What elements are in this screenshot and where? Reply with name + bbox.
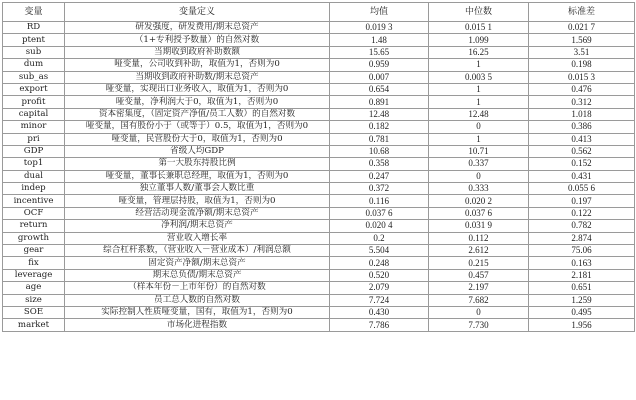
table-row <box>3 83 635 95</box>
header-variable: 变量 <box>3 3 65 22</box>
median-cell: 2.197 <box>429 282 529 294</box>
median-cell: 7.730 <box>429 319 529 331</box>
mean-cell: 0.007 <box>330 71 429 83</box>
variable-cell: growth <box>3 232 65 244</box>
definition-cell: 员工总人数的自然对数 <box>65 294 330 306</box>
variable-cell: RD <box>3 22 65 34</box>
table-row <box>3 282 635 294</box>
definition-cell: 第一大股东持股比例 <box>65 158 330 170</box>
std-cell: 2.874 <box>529 232 635 244</box>
table-row <box>3 306 635 318</box>
mean-cell: 5.504 <box>330 245 429 257</box>
variable-cell: leverage <box>3 269 65 281</box>
mean-cell: 10.68 <box>330 145 429 157</box>
mean-cell: 0.2 <box>330 232 429 244</box>
median-cell: 0.215 <box>429 257 529 269</box>
definition-cell: 省级人均GDP <box>65 145 330 157</box>
std-cell: 0.495 <box>529 306 635 318</box>
table-row <box>3 245 635 257</box>
variable-cell: minor <box>3 121 65 133</box>
std-cell: 0.651 <box>529 282 635 294</box>
definition-cell: 当期收到政府补助数额 <box>65 46 330 58</box>
median-cell: 0.337 <box>429 158 529 170</box>
variable-cell: gear <box>3 245 65 257</box>
definition-cell: 净利润/期末总资产 <box>65 220 330 232</box>
table-row <box>3 133 635 145</box>
table-row <box>3 22 635 34</box>
header-definition: 变量定义 <box>65 3 330 22</box>
definition-cell: 哑变量，管理层持股，取值为1，否则为0 <box>65 195 330 207</box>
median-cell: 16.25 <box>429 46 529 58</box>
definition-cell: 哑变量，公司收到补助，取值为1，否则为0 <box>65 59 330 71</box>
variable-cell: indep <box>3 183 65 195</box>
mean-cell: 0.891 <box>330 96 429 108</box>
variable-cell: ptent <box>3 34 65 46</box>
header-row <box>3 3 635 22</box>
median-cell: 1 <box>429 96 529 108</box>
variable-cell: sub <box>3 46 65 58</box>
std-cell: 0.782 <box>529 220 635 232</box>
std-cell: 2.181 <box>529 269 635 281</box>
mean-cell: 0.247 <box>330 170 429 182</box>
std-cell: 1.018 <box>529 108 635 120</box>
definition-cell: 期末总负债/期末总资产 <box>65 269 330 281</box>
std-cell: 0.055 6 <box>529 183 635 195</box>
median-cell: 0.457 <box>429 269 529 281</box>
table-row <box>3 145 635 157</box>
std-cell: 0.197 <box>529 195 635 207</box>
std-cell: 0.312 <box>529 96 635 108</box>
variable-cell: pri <box>3 133 65 145</box>
definition-cell: 研发强度，研发费用/期末总资产 <box>65 22 330 34</box>
mean-cell: 0.020 4 <box>330 220 429 232</box>
median-cell: 0.112 <box>429 232 529 244</box>
definition-cell: 资本密集度，（固定资产净值/员工人数）的自然对数 <box>65 108 330 120</box>
median-cell: 0.003 5 <box>429 71 529 83</box>
table-row <box>3 257 635 269</box>
std-cell: 1.569 <box>529 34 635 46</box>
header-std: 标准差 <box>529 3 635 22</box>
variable-cell: GDP <box>3 145 65 157</box>
variables-table <box>2 2 635 332</box>
median-cell: 0 <box>429 306 529 318</box>
definition-cell: 哑变量，国有股份小于（或等于）0.5，取值为1，否则为0 <box>65 121 330 133</box>
median-cell: 12.48 <box>429 108 529 120</box>
median-cell: 10.71 <box>429 145 529 157</box>
definition-cell: 哑变量，净利润大于0，取值为1，否则为0 <box>65 96 330 108</box>
table-row <box>3 158 635 170</box>
table-row <box>3 232 635 244</box>
table-row <box>3 195 635 207</box>
variable-cell: dum <box>3 59 65 71</box>
mean-cell: 0.520 <box>330 269 429 281</box>
median-cell: 1 <box>429 133 529 145</box>
table-row <box>3 46 635 58</box>
table-row <box>3 96 635 108</box>
table-row <box>3 220 635 232</box>
header-median: 中位数 <box>429 3 529 22</box>
std-cell: 0.413 <box>529 133 635 145</box>
mean-cell: 0.372 <box>330 183 429 195</box>
median-cell: 1 <box>429 59 529 71</box>
definition-cell: （1+专利授予数量）的自然对数 <box>65 34 330 46</box>
median-cell: 0.333 <box>429 183 529 195</box>
definition-cell: 哑变量，董事长兼职总经理，取值为1，否则为0 <box>65 170 330 182</box>
table-row <box>3 108 635 120</box>
definition-cell: 当期收到政府补助数/期末总资产 <box>65 71 330 83</box>
table-row <box>3 59 635 71</box>
mean-cell: 7.786 <box>330 319 429 331</box>
definition-cell: 哑变量，实现出口业务收入，取值为1，否则为0 <box>65 83 330 95</box>
median-cell: 0.020 2 <box>429 195 529 207</box>
std-cell: 0.431 <box>529 170 635 182</box>
std-cell: 0.386 <box>529 121 635 133</box>
std-cell: 0.021 7 <box>529 22 635 34</box>
variable-cell: OCF <box>3 207 65 219</box>
mean-cell: 0.182 <box>330 121 429 133</box>
variable-cell: fix <box>3 257 65 269</box>
variable-cell: size <box>3 294 65 306</box>
median-cell: 1.099 <box>429 34 529 46</box>
variable-cell: sub_as <box>3 71 65 83</box>
std-cell: 0.122 <box>529 207 635 219</box>
table-row <box>3 319 635 331</box>
std-cell: 0.198 <box>529 59 635 71</box>
definition-cell: 市场化进程指数 <box>65 319 330 331</box>
variable-cell: profit <box>3 96 65 108</box>
definition-cell: 固定资产净额/期末总资产 <box>65 257 330 269</box>
median-cell: 0 <box>429 170 529 182</box>
variable-cell: SOE <box>3 306 65 318</box>
std-cell: 3.51 <box>529 46 635 58</box>
variable-cell: dual <box>3 170 65 182</box>
median-cell: 0.031 9 <box>429 220 529 232</box>
table-row <box>3 170 635 182</box>
table-row <box>3 183 635 195</box>
mean-cell: 7.724 <box>330 294 429 306</box>
definition-cell: 综合杠杆系数，（营业收入－营业成本）/利润总额 <box>65 245 330 257</box>
mean-cell: 0.037 6 <box>330 207 429 219</box>
mean-cell: 2.079 <box>330 282 429 294</box>
std-cell: 1.259 <box>529 294 635 306</box>
definition-cell: 实际控制人性质哑变量，国有，取值为1，否则为0 <box>65 306 330 318</box>
definition-cell: 营业收入增长率 <box>65 232 330 244</box>
variable-cell: incentive <box>3 195 65 207</box>
table-row <box>3 71 635 83</box>
mean-cell: 0.116 <box>330 195 429 207</box>
table-row <box>3 34 635 46</box>
std-cell: 0.152 <box>529 158 635 170</box>
table-row <box>3 207 635 219</box>
std-cell: 75.06 <box>529 245 635 257</box>
median-cell: 0.015 1 <box>429 22 529 34</box>
std-cell: 1.956 <box>529 319 635 331</box>
mean-cell: 0.430 <box>330 306 429 318</box>
std-cell: 0.015 3 <box>529 71 635 83</box>
variable-cell: top1 <box>3 158 65 170</box>
variable-cell: market <box>3 319 65 331</box>
std-cell: 0.163 <box>529 257 635 269</box>
mean-cell: 12.48 <box>330 108 429 120</box>
median-cell: 0 <box>429 121 529 133</box>
variable-cell: age <box>3 282 65 294</box>
mean-cell: 0.781 <box>330 133 429 145</box>
median-cell: 1 <box>429 83 529 95</box>
table-row <box>3 269 635 281</box>
table-row <box>3 294 635 306</box>
definition-cell: 独立董事人数/董事会人数比重 <box>65 183 330 195</box>
mean-cell: 0.654 <box>330 83 429 95</box>
median-cell: 7.682 <box>429 294 529 306</box>
table-row <box>3 121 635 133</box>
std-cell: 0.562 <box>529 145 635 157</box>
mean-cell: 0.358 <box>330 158 429 170</box>
variable-cell: export <box>3 83 65 95</box>
variable-cell: capital <box>3 108 65 120</box>
mean-cell: 0.248 <box>330 257 429 269</box>
variable-cell: return <box>3 220 65 232</box>
definition-cell: （样本年份－上市年份）的自然对数 <box>65 282 330 294</box>
mean-cell: 0.959 <box>330 59 429 71</box>
std-cell: 0.476 <box>529 83 635 95</box>
mean-cell: 15.65 <box>330 46 429 58</box>
header-mean: 均值 <box>330 3 429 22</box>
median-cell: 0.037 6 <box>429 207 529 219</box>
definition-cell: 哑变量，民营股份大于0，取值为1，否则为0 <box>65 133 330 145</box>
median-cell: 2.612 <box>429 245 529 257</box>
mean-cell: 1.48 <box>330 34 429 46</box>
definition-cell: 经营活动现金流净额/期末总资产 <box>65 207 330 219</box>
mean-cell: 0.019 3 <box>330 22 429 34</box>
